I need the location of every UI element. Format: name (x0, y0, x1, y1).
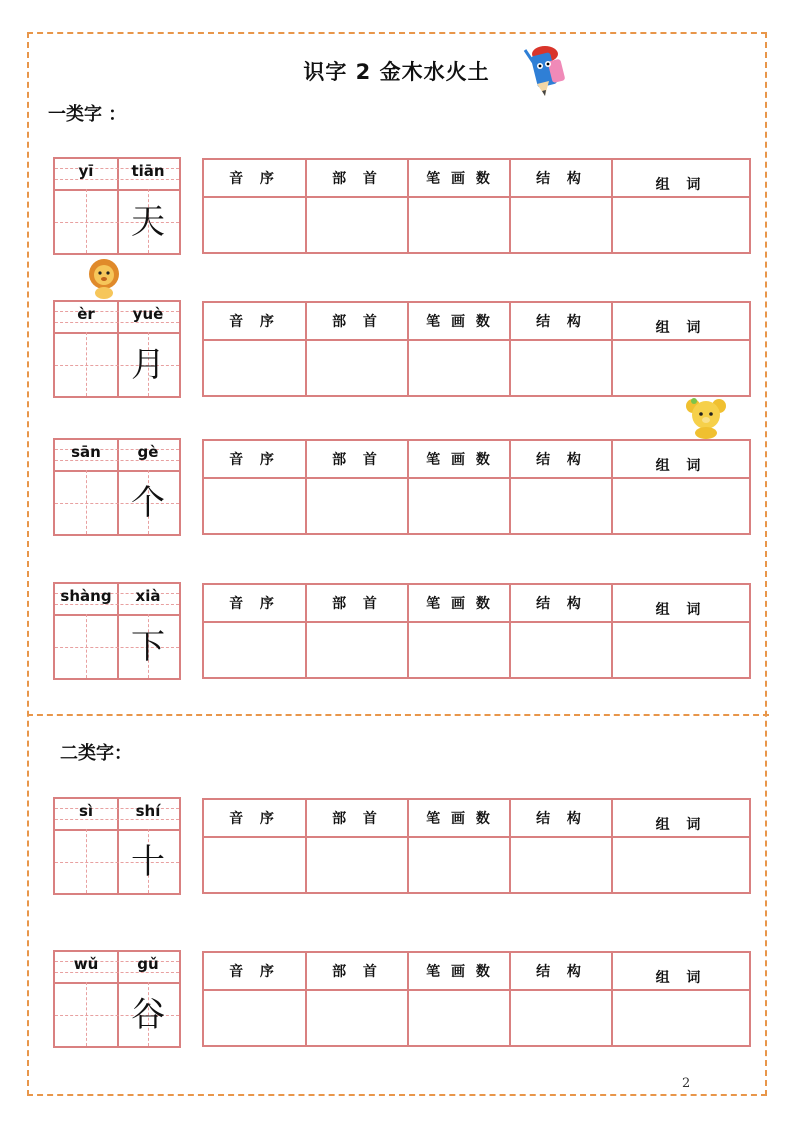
pinyin-text: yuè (132, 305, 164, 323)
header-word-forming: 组 词 (655, 970, 707, 986)
pinyin-text: wǔ (73, 955, 99, 973)
header-word-forming: 组 词 (655, 458, 707, 474)
char-info-table-3 (202, 439, 751, 535)
section-divider (27, 714, 769, 716)
char-info-table-4 (202, 583, 751, 679)
pinyin-text: shí (135, 802, 161, 820)
hanzi-character: 十 (131, 842, 165, 882)
char-info-table-2 (202, 301, 751, 397)
header-structure: 结 构 (536, 964, 587, 980)
header-word-forming: 组 词 (655, 602, 707, 618)
pinyin-text: gè (137, 443, 159, 461)
char-info-table-6 (202, 951, 751, 1047)
header-word-forming: 组 词 (655, 320, 707, 336)
header-sound-order: 音 序 (229, 964, 280, 980)
pinyin-text: sì (78, 802, 94, 820)
section-title-second: 二类字： (60, 743, 132, 764)
lion-icon (86, 258, 122, 300)
header-sound-order: 音 序 (229, 314, 280, 330)
pinyin-text: èr (77, 305, 95, 323)
pinyin-box-5 (53, 797, 181, 895)
header-structure: 结 构 (536, 452, 587, 468)
header-radical: 部 首 (332, 171, 383, 187)
header-stroke-count: 笔 画 数 (426, 964, 493, 980)
pinyin-text: yī (78, 162, 94, 180)
header-structure: 结 构 (536, 171, 587, 187)
section-title-first: 一类字 ： (48, 104, 127, 125)
header-structure: 结 构 (536, 314, 587, 330)
header-radical: 部 首 (332, 452, 383, 468)
header-stroke-count: 笔 画 数 (426, 314, 493, 330)
pinyin-box-6 (53, 950, 181, 1048)
header-sound-order: 音 序 (229, 596, 280, 612)
pinyin-text: tiān (131, 162, 165, 180)
header-radical: 部 首 (332, 596, 383, 612)
header-stroke-count: 笔 画 数 (426, 596, 493, 612)
pinyin-text: xià (135, 587, 161, 605)
hanzi-character: 谷 (131, 995, 165, 1035)
header-sound-order: 音 序 (229, 452, 280, 468)
header-structure: 结 构 (536, 811, 587, 827)
pencil-mascot-icon (515, 40, 573, 102)
header-sound-order: 音 序 (229, 171, 280, 187)
header-radical: 部 首 (332, 964, 383, 980)
header-stroke-count: 笔 画 数 (426, 171, 493, 187)
header-sound-order: 音 序 (229, 811, 280, 827)
page-number: 2 (682, 1076, 691, 1091)
header-word-forming: 组 词 (655, 817, 707, 833)
pinyin-box-4 (53, 582, 181, 680)
pinyin-text: sān (71, 443, 101, 461)
pinyin-box-3 (53, 438, 181, 536)
hanzi-character: 下 (131, 627, 165, 667)
hanzi-character: 天 (131, 202, 165, 242)
header-stroke-count: 笔 画 数 (426, 452, 493, 468)
header-radical: 部 首 (332, 314, 383, 330)
page-title: 识字 2 金木水火土 (303, 60, 490, 84)
header-radical: 部 首 (332, 811, 383, 827)
header-structure: 结 构 (536, 596, 587, 612)
pinyin-text: shàng (60, 587, 112, 605)
pinyin-box-1 (53, 157, 181, 255)
pinyin-text: gǔ (137, 955, 159, 973)
bear-icon (684, 397, 728, 439)
pinyin-box-2 (53, 300, 181, 398)
header-stroke-count: 笔 画 数 (426, 811, 493, 827)
char-info-table-1 (202, 158, 751, 254)
hanzi-character: 月 (131, 345, 165, 385)
header-word-forming: 组 词 (655, 177, 707, 193)
hanzi-character: 个 (131, 483, 165, 523)
char-info-table-5 (202, 798, 751, 894)
